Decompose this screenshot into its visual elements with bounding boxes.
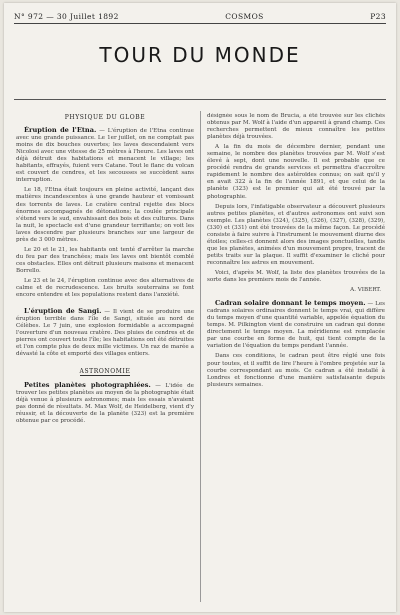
running-header [14,9,386,24]
article-heading: Cadran solaire donnant le temps moyen. [215,299,366,308]
section-physique: PHYSIQUE DU GLOBE [64,114,146,121]
article-text: — Les cadrans solaires ordinaires donnent le temps vrai, qui diffère du temps moyen d'une quantité variable, appelée équation du temps. M. Pilkington vient de construire un cadran qui donne directement le temps moyen. La méridienne est remplacée par une courbe en forme de huit, qui tient compte de la variation de l'équation du temps pendant l'année. [207,301,385,350]
article-heading: L'éruption de Sangi. [24,307,102,316]
article-text: — L'idée de trouver les petites planètes au moyen de la photographie était déjà venue à plusieurs astronomes; mais les essais n'avaient pas donné de résultats. M. Max Wolf, de Heidelberg, vient d'y réussir, et la découverte de la planète (323) est la première obtenue par ce procédé. [16,382,194,424]
section-astronomie: ASTRONOMIE [79,368,131,376]
paragraph: Voici, d'après M. Wolf, la liste des planètes trouvées de la sorte dans les premiers mois de l'année. [207,269,385,284]
right-column [207,113,385,604]
paragraph: Dans ces conditions, le cadran peut être réglé une fois pour toutes, et il suffit de lire l'heure à l'ombre projetée sur la courbe correspondant au mois. Ce cadran a été installé à Londres et fonctionne d'une manière satisfaisante depuis plusieurs semaines. [207,353,385,388]
page-title: TOUR DU MONDE [99,43,301,67]
title-rule [14,99,386,100]
issue-info: N° 972 — 30 Juillet 1892 [14,11,119,21]
article-text: — Il vient de se produire une éruption terrible dans l'île de Sangi, située au nord de Célèbes. Le 7 juin, une explosion formidable a accompagné l'ouverture d'un nouveau cratère. Des pluies de cendres et de pierres ont couvert toute l'île; les habitations ont été détruites et l'on compte plus de deux mille victimes. Un raz de marée a dévasté la côte et emporté des villages entiers. [16,309,194,358]
paragraph: Le 20 et le 21, les habitants ont tenté d'arrêter la marche du feu par des tranchées; mais les laves ont bientôt comblé ces obstacles. Elles ont détruit plusieurs maisons et menacent Borrello. [16,246,194,274]
paragraph: Le 23 et le 24, l'éruption continue avec des alternatives de calme et de recrudescence. Les bruits souterrains se font encore entendre et les populations restent dans l'anxiété. [16,277,194,299]
article-planetes [16,382,194,425]
paragraph: désignée sous le nom de Brucia, a été trouvée sur les clichés obtenus par M. Wolf à l'aide d'un appareil à grand champ. Ces recherches permettent de mieux connaître les petites planètes déjà trouvées. [207,113,385,141]
article-heading: Petites planètes photographiées. [24,380,151,389]
paragraph: Le 18, l'Etna était toujours en pleine activité, lançant des matières incandescentes à une grande hauteur et vomissant des torrents de laves. Le cratère central rejette des blocs énormes accompagnés de détonations; la coulée principale s'étend vers le sud, envahissant des bois et des cultures. Dans la nuit, le spectacle est d'une grandeur terrifiante; on voit les laves descendre par plusieurs branches sur une largeur de près de 3 000 mètres. [16,187,194,243]
article-sangi [16,308,194,358]
journal-name: COSMOS [225,11,264,21]
page-number: P23 [370,11,386,21]
article-text: — L'éruption de l'Etna continue avec une grande puissance. Le 1er juillet, on ne comptait pas moins de dix bouches ouvertes; les laves descendaient vers Nicolosi avec une vitesse de 25 mètres à l'heure. Les laves ont déjà détruit des habitations et menacent le village; les habitants, effrayés, fuient vers Catane. Tout le flanc du volcan est couvert de cendres, et les secousses se succèdent sans interruption. [16,128,194,184]
paragraph: A la fin du mois de décembre dernier, pendant une semaine, le nombre des planètes trouvées par M. Wolf s'est élevé à sept, dont une nouvelle. Il est probable que ce procédé rendra de grands services et permettra d'accroître rapidement le nombre des astéroïdes connus; on sait qu'il y en avait 322 à la fin de l'année 1891, et que celui de la planète (323) est le premier qui ait été trouvé par la photographie. [207,144,385,200]
article-etna [16,127,194,184]
author-signature: A. VIBERT. [350,287,381,294]
newspaper-page [4,3,396,612]
article-cadran [207,300,385,350]
paragraph: Depuis lors, l'infatigable observateur a découvert plusieurs autres petites planètes, et d'autres astronomes ont suivi son exemple. Les planètes (324), (325), (326), (327), (328), (329), (330) et (331) ont été trouvées de la même façon. Le procédé consiste à faire suivre à l'instrument le mouvement diurne des étoiles; celles-ci donnent alors des images ponctuelles, tandis que les planètes, animées d'un mouvement propre, tracent de petits traits sur la plaque. Il suffit d'examiner le cliché pour reconnaître les astres en mouvement. [207,203,385,266]
column-divider [200,111,201,602]
left-column [16,113,194,604]
article-heading: Éruption de l'Etna. [24,126,97,135]
